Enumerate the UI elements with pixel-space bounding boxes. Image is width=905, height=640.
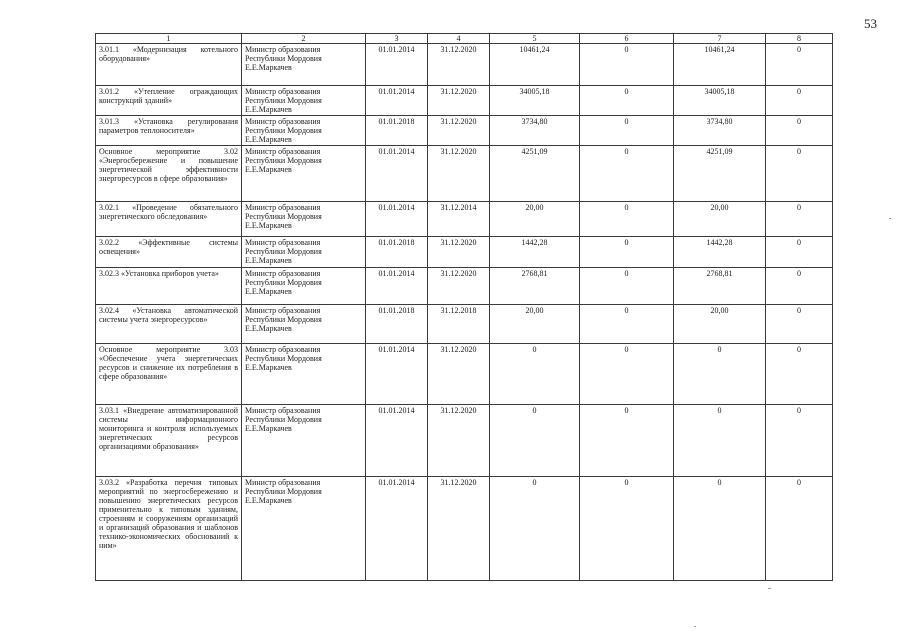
column-header-2: 2: [242, 34, 366, 44]
value-col7: 2768,81: [674, 268, 766, 305]
table-row: [96, 146, 833, 202]
value-col6: 0: [580, 202, 674, 237]
column-header-4: 4: [428, 34, 490, 44]
value-col5: 4251,09: [490, 146, 580, 202]
page-number: 53: [864, 16, 877, 31]
column-header-1: 1: [96, 34, 242, 44]
activity-name: 3.03.1 «Внедрение автоматизированной системы информационного мониторинга и контроля используемых энергетических ресурсов организациями образования»: [96, 405, 242, 477]
value-col8: 0: [766, 305, 833, 344]
value-col6: 0: [580, 405, 674, 477]
scan-speck: [694, 626, 696, 627]
value-col6: 0: [580, 305, 674, 344]
activity-name: Основное мероприятие 3.03 «Обеспечение учета энергетических ресурсов и снижение их потребления в сфере образования»: [96, 344, 242, 405]
activity-name: 3.03.2 «Разработка перечня типовых мероприятий по энергосбережению и повышению энергетических ресурсов применительно к типовым зданиям, строениям и сооружениям организаций и организаций образования и шаблонов технико-экономических обоснований к ним»: [96, 477, 242, 581]
value-col6: 0: [580, 268, 674, 305]
value-col8: 0: [766, 268, 833, 305]
activity-name: 3.01.1 «Модернизация котельного оборудования»: [96, 44, 242, 86]
value-col7: 4251,09: [674, 146, 766, 202]
value-col6: 0: [580, 116, 674, 146]
end-date: 31.12.2020: [428, 268, 490, 305]
start-date: 01.01.2014: [366, 477, 428, 581]
start-date: 01.01.2014: [366, 405, 428, 477]
end-date: 31.12.2014: [428, 202, 490, 237]
responsible-person: Министр образования Республики Мордовия Е.Е.Маркачев: [242, 202, 366, 237]
value-col8: 0: [766, 202, 833, 237]
value-col8: 0: [766, 477, 833, 581]
value-col7: 20,00: [674, 305, 766, 344]
value-col5: 3734,80: [490, 116, 580, 146]
scan-speck: [889, 218, 891, 219]
start-date: 01.01.2014: [366, 146, 428, 202]
value-col7: 0: [674, 344, 766, 405]
scan-speck: [768, 588, 771, 589]
responsible-person: Министр образования Республики Мордовия Е.Е.Маркачев: [242, 44, 366, 86]
value-col5: 10461,24: [490, 44, 580, 86]
column-header-3: 3: [366, 34, 428, 44]
value-col7: 20,00: [674, 202, 766, 237]
table-row: [96, 116, 833, 146]
responsible-person: Министр образования Республики Мордовия Е.Е.Маркачев: [242, 86, 366, 116]
value-col7: 3734,80: [674, 116, 766, 146]
responsible-person: Министр образования Республики Мордовия Е.Е.Маркачев: [242, 116, 366, 146]
activity-name: 3.02.2 «Эффективные системы освещения»: [96, 237, 242, 268]
value-col6: 0: [580, 344, 674, 405]
value-col5: 0: [490, 344, 580, 405]
value-col5: 20,00: [490, 202, 580, 237]
value-col6: 0: [580, 146, 674, 202]
value-col8: 0: [766, 44, 833, 86]
responsible-person: Министр образования Республики Мордовия Е.Е.Маркачев: [242, 344, 366, 405]
column-header-7: 7: [674, 34, 766, 44]
value-col7: 0: [674, 477, 766, 581]
value-col6: 0: [580, 86, 674, 116]
responsible-person: Министр образования Республики Мордовия Е.Е.Маркачев: [242, 305, 366, 344]
value-col7: 10461,24: [674, 44, 766, 86]
start-date: 01.01.2018: [366, 305, 428, 344]
value-col7: 1442,28: [674, 237, 766, 268]
table-row: [96, 305, 833, 344]
end-date: 31.12.2020: [428, 477, 490, 581]
end-date: 31.12.2020: [428, 237, 490, 268]
responsible-person: Министр образования Республики Мордовия Е.Е.Маркачев: [242, 237, 366, 268]
program-table: [95, 33, 833, 581]
responsible-person: Министр образования Республики Мордовия Е.Е.Маркачев: [242, 477, 366, 581]
start-date: 01.01.2018: [366, 116, 428, 146]
value-col8: 0: [766, 237, 833, 268]
end-date: 31.12.2020: [428, 146, 490, 202]
start-date: 01.01.2014: [366, 44, 428, 86]
value-col7: 34005,18: [674, 86, 766, 116]
value-col5: 0: [490, 405, 580, 477]
activity-name: 3.02.4 «Установка автоматической системы учета энергоресурсов»: [96, 305, 242, 344]
table-row: [96, 344, 833, 405]
table-row: [96, 86, 833, 116]
activity-name: 3.02.3 «Установка приборов учета»: [96, 268, 242, 305]
start-date: 01.01.2014: [366, 268, 428, 305]
table-row: [96, 202, 833, 237]
end-date: 31.12.2018: [428, 305, 490, 344]
value-col8: 0: [766, 146, 833, 202]
column-header-5: 5: [490, 34, 580, 44]
value-col6: 0: [580, 44, 674, 86]
value-col7: 0: [674, 405, 766, 477]
value-col5: 2768,81: [490, 268, 580, 305]
table-row: [96, 237, 833, 268]
value-col8: 0: [766, 116, 833, 146]
responsible-person: Министр образования Республики Мордовия Е.Е.Маркачев: [242, 268, 366, 305]
end-date: 31.12.2020: [428, 116, 490, 146]
value-col8: 0: [766, 86, 833, 116]
value-col8: 0: [766, 405, 833, 477]
start-date: 01.01.2018: [366, 237, 428, 268]
column-header-8: 8: [766, 34, 833, 44]
activity-name: 3.02.1 «Проведение обязательного энергетического обследования»: [96, 202, 242, 237]
start-date: 01.01.2014: [366, 86, 428, 116]
column-header-6: 6: [580, 34, 674, 44]
activity-name: Основное мероприятие 3.02 «Энергосбережение и повышение энергетической эффективности энергоресурсов в сфере образования»: [96, 146, 242, 202]
value-col6: 0: [580, 477, 674, 581]
responsible-person: Министр образования Республики Мордовия Е.Е.Маркачев: [242, 146, 366, 202]
table-row: [96, 44, 833, 86]
table-row: [96, 477, 833, 581]
end-date: 31.12.2020: [428, 86, 490, 116]
end-date: 31.12.2020: [428, 405, 490, 477]
header-row: [96, 34, 833, 44]
activity-name: 3.01.2 «Утепление ограждающих конструкций зданий»: [96, 86, 242, 116]
value-col5: 0: [490, 477, 580, 581]
responsible-person: Министр образования Республики Мордовия Е.Е.Маркачев: [242, 405, 366, 477]
table-row: [96, 405, 833, 477]
end-date: 31.12.2020: [428, 44, 490, 86]
value-col5: 20,00: [490, 305, 580, 344]
end-date: 31.12.2020: [428, 344, 490, 405]
start-date: 01.01.2014: [366, 202, 428, 237]
value-col5: 1442,28: [490, 237, 580, 268]
start-date: 01.01.2014: [366, 344, 428, 405]
value-col8: 0: [766, 344, 833, 405]
table-row: [96, 268, 833, 305]
activity-name: 3.01.3 «Установка регулирования параметров теплоносителя»: [96, 116, 242, 146]
value-col5: 34005,18: [490, 86, 580, 116]
value-col6: 0: [580, 237, 674, 268]
